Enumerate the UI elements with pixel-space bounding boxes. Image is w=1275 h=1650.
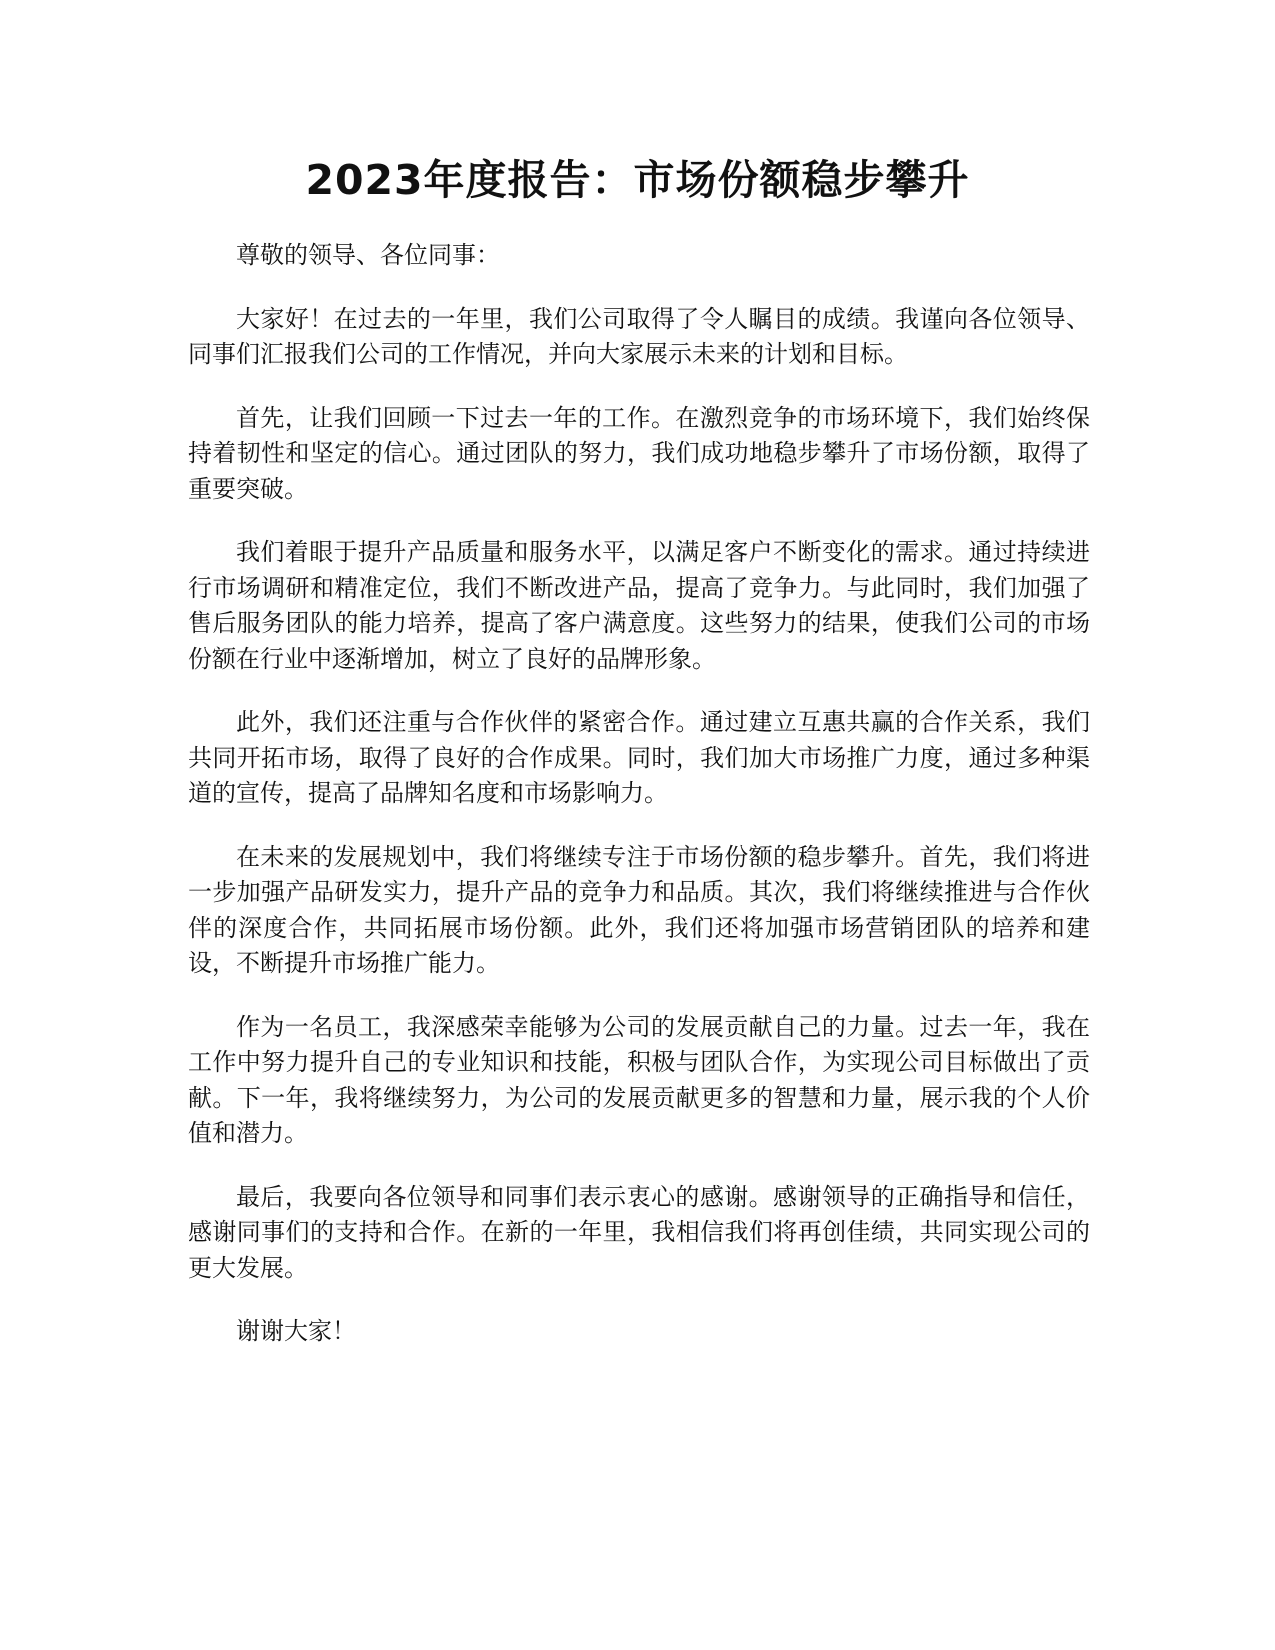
- document-body: [188, 238, 1090, 1378]
- paragraph-greeting: 大家好！在过去的一年里，我们公司取得了令人瞩目的成绩。我谨向各位领导、同事们汇报我们公司的工作情况，并向大家展示未来的计划和目标。: [188, 304, 1090, 368]
- paragraph-thanks: 最后，我要向各位领导和同事们表示衷心的感谢。感谢领导的正确指导和信任，感谢同事们的支持和合作。在新的一年里，我相信我们将再创佳绩，共同实现公司的更大发展。: [188, 1182, 1090, 1282]
- paragraph-review: 首先，让我们回顾一下过去一年的工作。在激烈竞争的市场环境下，我们始终保持着韧性和坚定的信心。通过团队的努力，我们成功地稳步攀升了市场份额，取得了重要突破。: [188, 403, 1090, 503]
- document-title: 2023年度报告：市场份额稳步攀升: [305, 156, 970, 204]
- paragraph-future-plan: 在未来的发展规划中，我们将继续专注于市场份额的稳步攀升。首先，我们将进一步加强产品研发实力，提升产品的竞争力和品质。其次，我们将继续推进与合作伙伴的深度合作，共同拓展市场份额。此外，我们还将加强市场营销团队的培养和建设，不断提升市场推广能力。: [188, 842, 1090, 977]
- paragraph-closing: 谢谢大家！: [236, 1317, 356, 1345]
- paragraph-quality: 我们着眼于提升产品质量和服务水平，以满足客户不断变化的需求。通过持续进行市场调研和精准定位，我们不断改进产品，提高了竞争力。与此同时，我们加强了售后服务团队的能力培养，提高了客户满意度。这些努力的结果，使我们公司的市场份额在行业中逐渐增加，树立了良好的品牌形象。: [188, 538, 1090, 673]
- paragraph-partnership: 此外，我们还注重与合作伙伴的紧密合作。通过建立互惠共赢的合作关系，我们共同开拓市场，取得了良好的合作成果。同时，我们加大市场推广力度，通过多种渠道的宣传，提高了品牌知名度和市场影响力。: [188, 708, 1090, 807]
- paragraph-salutation: 尊敬的领导、各位同事：: [236, 241, 500, 269]
- paragraph-personal: 作为一名员工，我深感荣幸能够为公司的发展贡献自己的力量。过去一年，我在工作中努力提升自己的专业知识和技能，积极与团队合作，为实现公司目标做出了贡献。下一年，我将继续努力，为公司的发展贡献更多的智慧和力量，展示我的个人价值和潜力。: [188, 1012, 1090, 1147]
